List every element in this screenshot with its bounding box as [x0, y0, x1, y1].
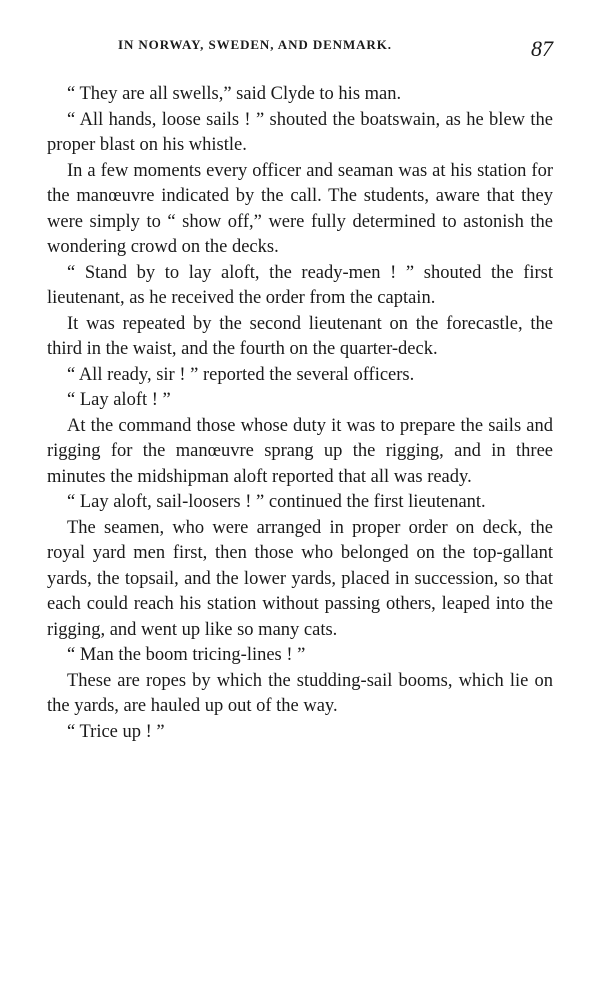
paragraph: “ Lay aloft ! ”	[67, 390, 171, 410]
paragraph: “ All ready, sir ! ” reported the several officers.	[67, 364, 415, 385]
paragraph: “ Stand by to lay aloft, the ready-men ! ” shouted the first lieutenant, as he received the order from the captain.	[47, 262, 553, 308]
paragraph: “ They are all swells,” said Clyde to his man.	[67, 84, 402, 104]
running-head: IN NORWAY, SWEDEN, AND DENMARK.	[118, 37, 392, 52]
paragraph: In a few moments every officer and seaman was at his station for the manœuvre indicated by the call. The students, aware that they were simply to “ show off,” were fully determined to astonish the wondering crowd on the decks.	[47, 160, 553, 257]
paragraph: “ Trice up ! ”	[67, 721, 165, 742]
paragraph: “ All hands, loose sails ! ” shouted the boatswain, as he blew the proper blast on his whistle.	[47, 109, 553, 155]
paragraph: These are ropes by which the studding-sail booms, which lie on the yards, are hauled up out of the way.	[47, 670, 553, 716]
paragraph: “ Man the boom tricing-lines ! ”	[67, 645, 306, 665]
paragraph: “ Lay aloft, sail-loosers ! ” continued the first lieutenant.	[67, 492, 486, 512]
paragraph: It was repeated by the second lieutenant on the forecastle, the third in the waist, and the fourth on the quarter-deck.	[47, 313, 553, 359]
paragraph: The seamen, who were arranged in proper order on deck, the royal yard men first, then those who belonged on the top-gallant yards, the topsail, and the lower yards, placed in succession, so that each could reach his station without passing others, leaped into the rigging, and went up like so many cats.	[47, 517, 553, 640]
body-text	[47, 82, 553, 745]
paragraph: At the command those whose duty it was to prepare the sails and rigging for the manœuvre sprang up the rigging, and in three minutes the midshipman aloft reported that all was ready.	[47, 415, 553, 487]
page-number: 87	[531, 36, 553, 61]
